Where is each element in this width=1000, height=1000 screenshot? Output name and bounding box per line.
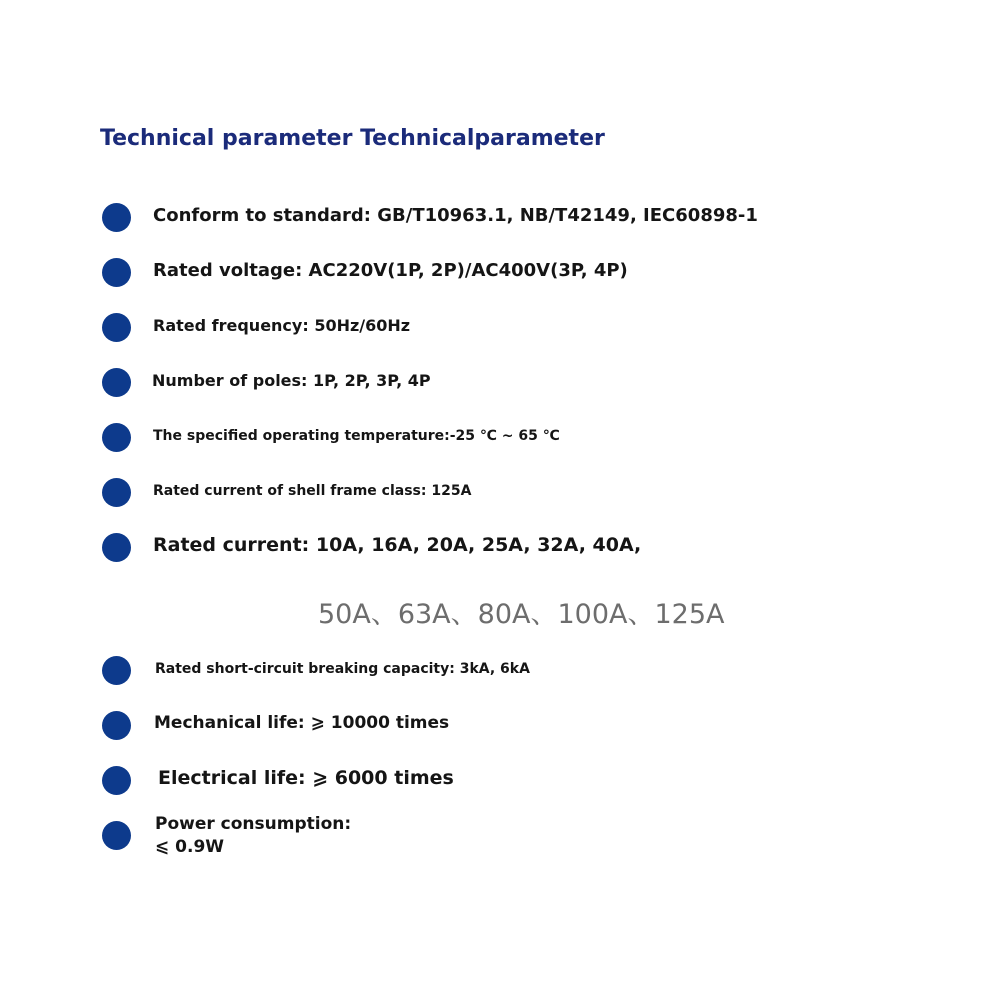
spec-operating-temperature: The specified operating temperature:-25 ℃ ~ 65 ℃ bbox=[153, 428, 560, 444]
spec-rated-frequency: Rated frequency: 50Hz/60Hz bbox=[153, 316, 411, 335]
bullet-dot bbox=[102, 313, 131, 342]
rated-current-continued: 50A、63A、80A、100A、125A bbox=[318, 599, 725, 630]
bullet-dot bbox=[102, 821, 131, 850]
bullet-dot bbox=[102, 711, 131, 740]
spec-standard: Conform to standard: GB/T10963.1, NB/T42149, IEC60898-1 bbox=[153, 205, 758, 226]
bullet-dot bbox=[102, 368, 131, 397]
spec-power-consumption-label: Power consumption: bbox=[155, 814, 352, 834]
spec-power-consumption bbox=[155, 813, 351, 859]
spec-rated-voltage: Rated voltage: AC220V(1P, 2P)/AC400V(3P, 4P) bbox=[153, 260, 628, 281]
bullet-dot bbox=[102, 423, 131, 452]
spec-mechanical-life: Mechanical life: ⩾ 10000 times bbox=[154, 713, 450, 733]
spec-shell-frame-current: Rated current of shell frame class: 125A bbox=[153, 483, 472, 499]
bullet-dot bbox=[102, 258, 131, 287]
bullet-dot bbox=[102, 533, 131, 562]
bullet-dot bbox=[102, 766, 131, 795]
spec-power-consumption-value: ⩽ 0.9W bbox=[155, 837, 225, 857]
bullet-dot bbox=[102, 203, 131, 232]
bullet-dot bbox=[102, 478, 131, 507]
spec-number-of-poles: Number of poles: 1P, 2P, 3P, 4P bbox=[152, 371, 431, 390]
spec-electrical-life: Electrical life: ⩾ 6000 times bbox=[158, 767, 454, 789]
spec-rated-current: Rated current: 10A, 16A, 20A, 25A, 32A, 40A, bbox=[153, 534, 642, 556]
spec-breaking-capacity: Rated short-circuit breaking capacity: 3kA, 6kA bbox=[155, 661, 530, 677]
page-title: Technical parameter Technicalparameter bbox=[100, 126, 605, 151]
bullet-dot bbox=[102, 656, 131, 685]
